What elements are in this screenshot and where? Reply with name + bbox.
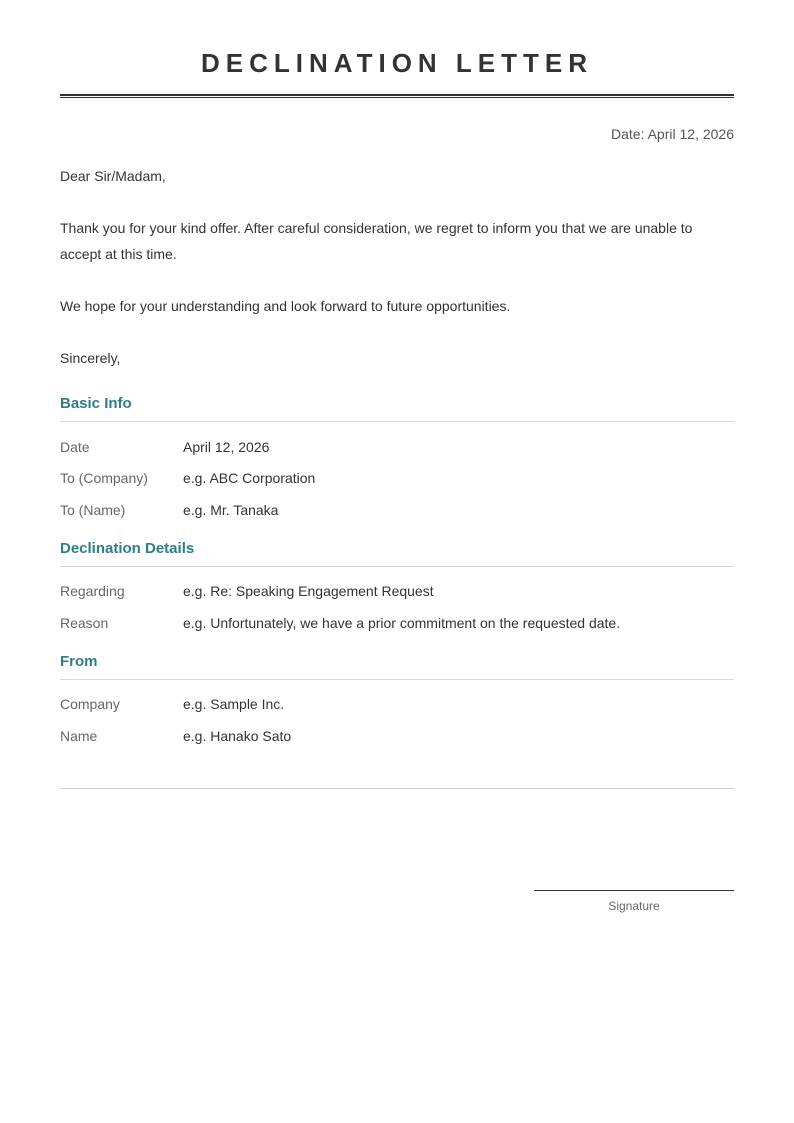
body-paragraph: Thank you for your kind offer. After careful consideration, we regret to inform you that we are unable to accept at this time. bbox=[60, 220, 693, 262]
field-value: e.g. ABC Corporation bbox=[183, 470, 316, 487]
section-declination-details bbox=[60, 538, 734, 639]
signature-label: Signature bbox=[608, 899, 660, 913]
section-basic-info bbox=[60, 393, 734, 526]
field-value: e.g. Sample Inc. bbox=[183, 696, 285, 713]
field-row-to-company bbox=[60, 463, 734, 495]
field-row-to-name bbox=[60, 494, 734, 526]
field-row-date bbox=[60, 431, 734, 463]
field-label: Company bbox=[60, 696, 120, 713]
field-value: April 12, 2026 bbox=[183, 438, 270, 455]
field-label: Name bbox=[60, 727, 98, 744]
field-value: e.g. Re: Speaking Engagement Request bbox=[183, 583, 434, 600]
field-label: Date bbox=[60, 438, 90, 455]
title-divider bbox=[60, 94, 734, 98]
field-label: To (Company) bbox=[60, 470, 148, 487]
field-label: Reason bbox=[60, 614, 109, 631]
section-from bbox=[60, 651, 734, 752]
field-value: e.g. Unfortunately, we have a prior commitment on the requested date. bbox=[183, 614, 621, 631]
letter-page bbox=[60, 0, 734, 789]
field-value: e.g. Mr. Tanaka bbox=[183, 501, 279, 518]
content-end-divider bbox=[60, 788, 734, 789]
field-value: e.g. Hanako Sato bbox=[183, 727, 292, 744]
field-list bbox=[60, 567, 734, 639]
section-title: From bbox=[60, 651, 734, 680]
field-list bbox=[60, 680, 734, 752]
body-paragraph: We hope for your understanding and look forward to future opportunities. bbox=[60, 298, 511, 314]
field-row-company bbox=[60, 689, 734, 721]
field-list bbox=[60, 422, 734, 526]
field-label: To (Name) bbox=[60, 501, 126, 518]
field-row-regarding bbox=[60, 576, 734, 608]
field-row-reason bbox=[60, 607, 734, 639]
signature-line bbox=[534, 890, 734, 913]
field-label: Regarding bbox=[60, 583, 125, 600]
page-title: DECLINATION LETTER bbox=[200, 48, 594, 78]
section-title: Declination Details bbox=[60, 538, 734, 567]
closing: Sincerely, bbox=[60, 350, 121, 366]
field-row-name bbox=[60, 720, 734, 752]
letter-date: Date: April 12, 2026 bbox=[611, 126, 734, 142]
section-title: Basic Info bbox=[60, 393, 734, 422]
salutation: Dear Sir/Madam, bbox=[60, 168, 166, 184]
